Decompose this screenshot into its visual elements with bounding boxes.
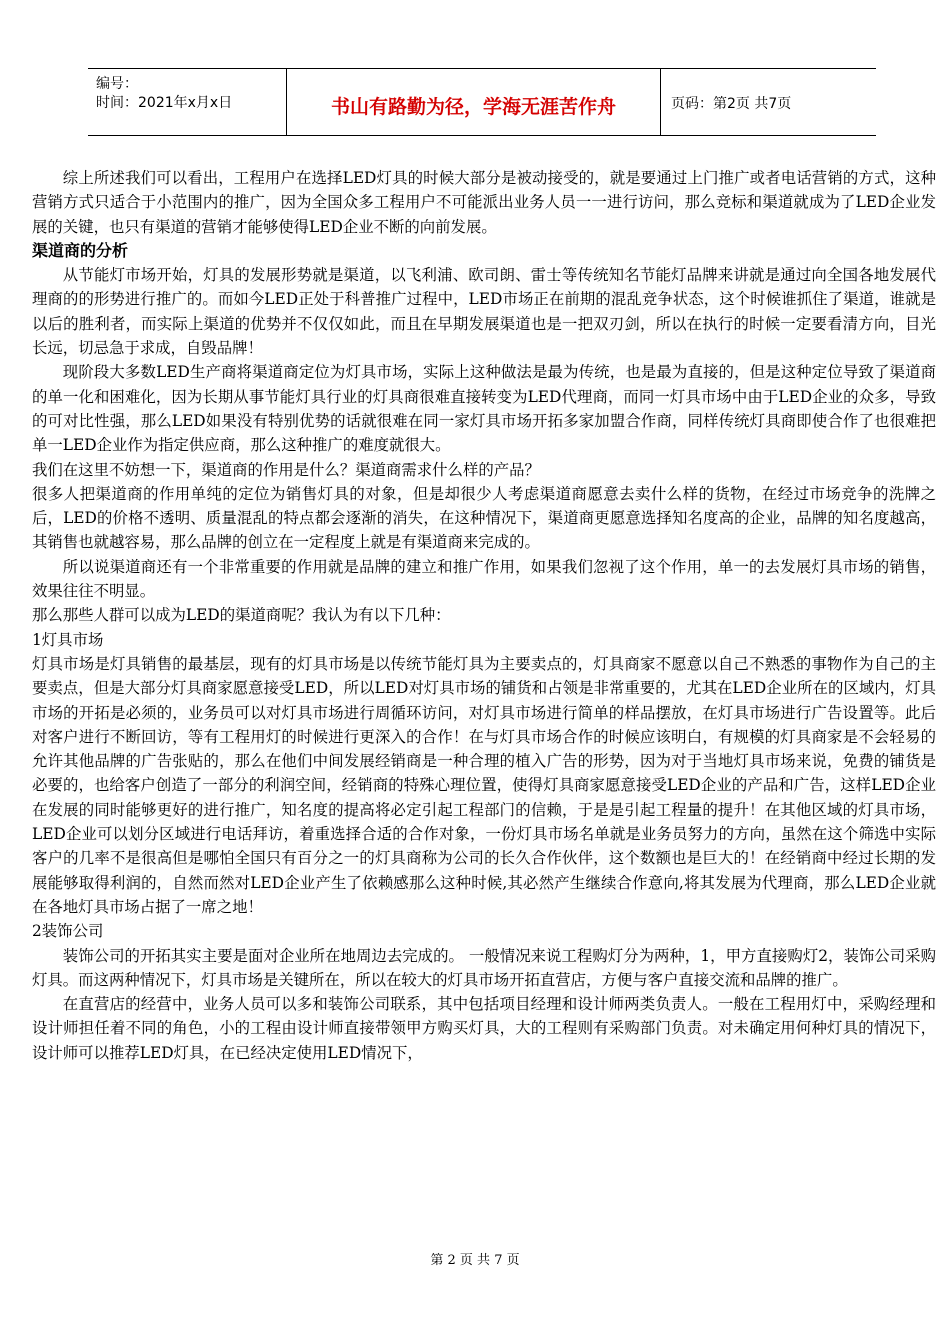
header-info-cell (88, 69, 287, 135)
paragraph: 我们在这里不妨想一下，渠道商的作用是什么？渠道商需求什么样的产品？ (32, 460, 540, 479)
paragraph: 在直营店的经营中，业务人员可以多和装饰公司联系，其中包括项目经理和设计师两类负责人。一般在工程用灯中，采购经理和设计师担任着不同的角色，小的工程由设计师直接带领甲方购买灯具，大的工程则有采购部门负责。对未确定用何种灯具的情况下，设计师可以推荐LED灯具，在已经决定使用LED情况下， (32, 995, 936, 1062)
subsection-title: 2装饰公司 (32, 922, 104, 941)
paragraph: 很多人把渠道商的作用单纯的定位为销售灯具的对象，但是却很少人考虑渠道商愿意去卖什么样的货物，在经过市场竞争的洗牌之后，LED的价格不透明、质量混乱的特点都会逐渐的消失，在这种情况下，渠道商更愿意选择知名度高的企业，品牌的知名度越高，其销售也就越容易，那么品牌的创立在一定程度上就是有渠道商来完成的。 (32, 484, 936, 552)
paragraph: 那么那些人群可以成为LED的渠道商呢？我认为有以下几种： (32, 606, 451, 625)
paragraph: 装饰公司的开拓其实主要是面对企业所在地周边去完成的。 一般情况来说工程购灯分为两种，1，甲方直接购灯2，装饰公司采购灯具。而这两种情况下，灯具市场是关键所在，所以在较大的灯具市场开拓直营店，方便与客户直接交流和品牌的推广。 (32, 946, 936, 989)
subsection-title: 1灯具市场 (32, 630, 104, 649)
number-label: 编号： (96, 76, 138, 92)
paragraph: 所以说渠道商还有一个非常重要的作用就是品牌的建立和推广作用，如果我们忽视了这个作用，单一的去发展灯具市场的销售，效果往往不明显。 (32, 557, 936, 601)
document-body (32, 166, 936, 1065)
paragraph: 从节能灯市场开始，灯具的发展形势就是渠道，以飞利浦、欧司朗、雷士等传统知名节能灯品牌来讲就是通过向全国各地发展代理商的的形势进行推广的。而如今LED正处于科普推广过程中，LED市场正在前期的混乱竞争状态，这个时候谁抓住了渠道，谁就是以后的胜利者，而实际上渠道的优势并不仅仅如此，而且在早期发展渠道也是一把双刃剑，所以在执行的时候一定要看清方向，目光长远，切忌急于求成，自毁品牌！ (32, 266, 936, 358)
page-footer: 第 2 页 共 7 页 (430, 1253, 520, 1268)
page-header (88, 68, 876, 136)
header-motto: 书山有路勤为径，学海无涯苦作舟 (330, 96, 616, 118)
paragraph: 灯具市场是灯具销售的最基层，现有的灯具市场是以传统节能灯具为主要卖点的，灯具商家不愿意以自己不熟悉的事物作为自己的主要卖点，但是大部分灯具商家愿意接受LED，所以LED对灯具市场的铺货和占领是非常重要的，尤其在LED企业所在的区域内，灯具市场的开拓是必须的，业务员可以对灯具市场进行周循环访问，对灯具市场进行简单的样品摆放，在灯具市场进行广告设置等。此后对客户进行不断回访，等有工程用灯的时候进行更深入的合作！在与灯具市场合作的时候应该明白，有规模的灯具商家是不会轻易的允许其他品牌的广告张贴的，那么在他们中间发展经销商是一种合理的植入广告的形势，因为对于当地灯具市场来说，免费的铺货是必要的，也给客户创造了一部分的利润空间，经销商的特殊心理位置，使得灯具商家愿意接受LED企业的产品和广告，这样LED企业在发展的同时能够更好的进行推广，知名度的提高将必定引起工程部门的信赖，于是是引起工程量的提升！在其他区域的灯具市场，LED企业可以划分区域进行电话拜访，着重选择合适的合作对象，一份灯具市场名单就是业务员努力的方向，虽然在这个筛选中实际客户的几率不是很高但是哪怕全国只有百分之一的灯具商称为公司的长久合作伙伴，这个数额也是巨大的！在经销商中经过长期的发展能够取得利润的，自然而然对LED企业产生了依赖感那么这种时候,其必然产生继续合作意向,将其发展为代理商，那么LED企业就在各地灯具市场占据了一席之地！ (32, 654, 936, 916)
header-motto-cell (287, 69, 661, 135)
page-number-label: 页码：第2页 共7页 (671, 96, 792, 112)
header-page-cell (661, 69, 876, 135)
date-label: 时间：2021年x月x日 (96, 95, 233, 111)
section-heading: 渠道商的分析 (32, 240, 129, 260)
paragraph: 综上所述我们可以看出，工程用户在选择LED灯具的时候大部分是被动接受的，就是要通过上门推广或者电话营销的方式，这种营销方式只适合于小范围内的推广，因为全国众多工程用户不可能派出业务人员一一进行访问，那么竞标和渠道就成为了LED企业发展的关键，也只有渠道的营销才能够使得LED企业不断的向前发展。 (32, 169, 936, 236)
paragraph: 现阶段大多数LED生产商将渠道商定位为灯具市场，实际上这种做法是最为传统，也是最为直接的，但是这种定位导致了渠道商的单一化和困难化，因为长期从事节能灯具行业的灯具商很难直接转变为LED代理商，而同一灯具市场中由于LED企业的众多，导致的可对比性强，那么LED如果没有特别优势的话就很难在同一家灯具市场开拓多家加盟合作商，同样传统灯具商即使合作了也很难把单一LED企业作为指定供应商，那么这种推广的难度就很大。 (32, 363, 936, 455)
